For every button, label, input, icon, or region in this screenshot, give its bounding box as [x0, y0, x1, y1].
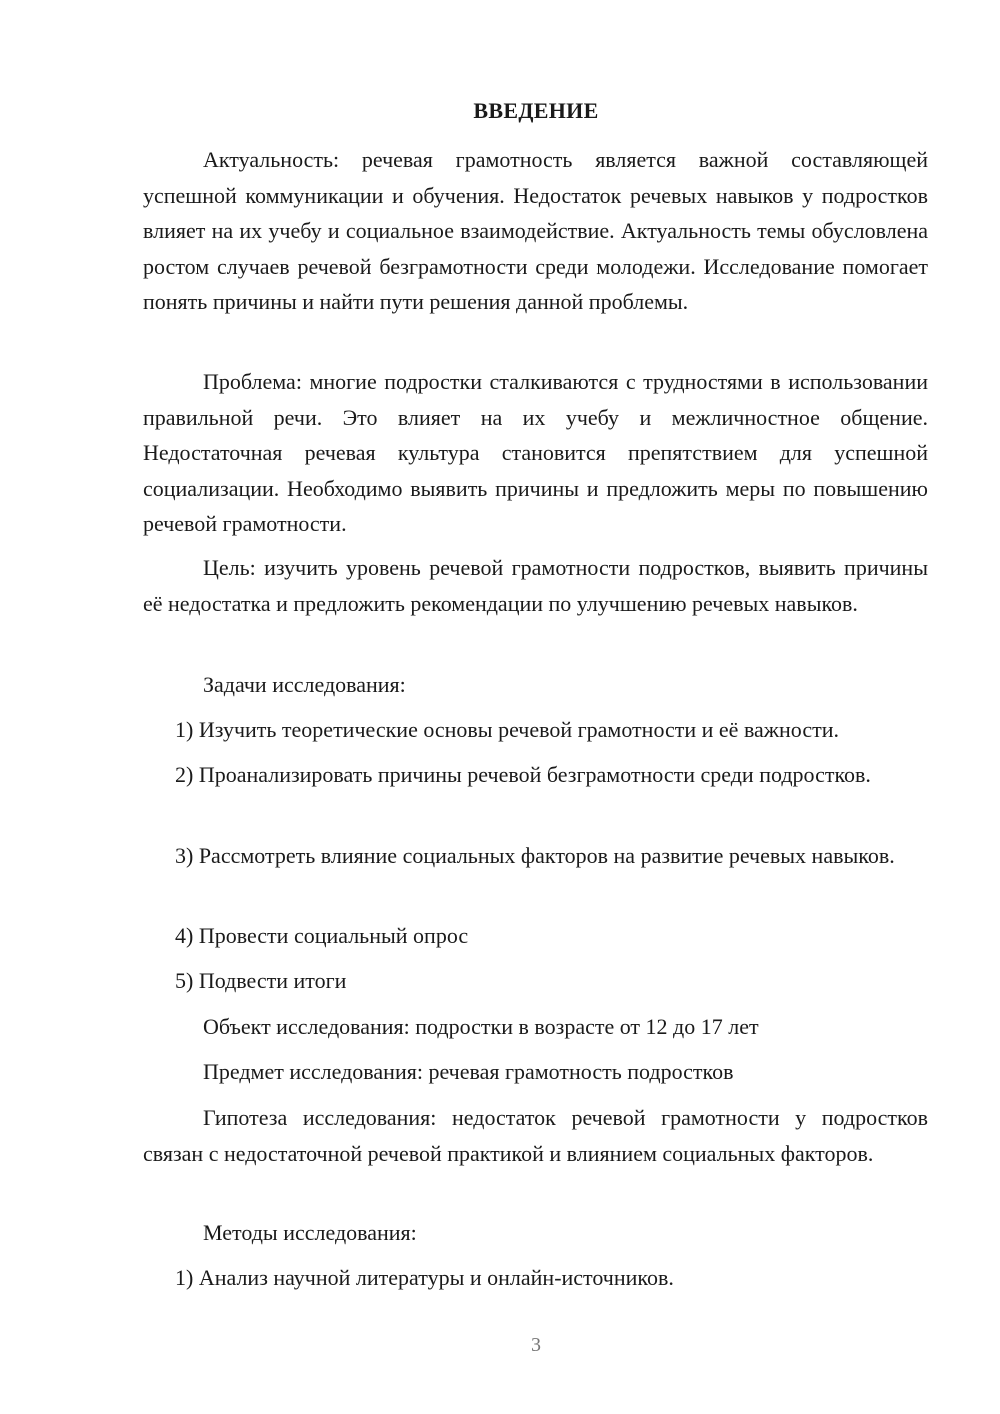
- page-number: 3: [531, 1334, 541, 1356]
- paragraph-subject: Предмет исследования: речевая грамотность подростков: [203, 1059, 734, 1084]
- tasks-heading: Задачи исследования:: [203, 672, 406, 697]
- methods-heading: Методы исследования:: [203, 1220, 417, 1245]
- method-item-1: 1) Анализ научной литературы и онлайн-источников.: [175, 1265, 674, 1290]
- task-item-3: 3) Рассмотреть влияние социальных факторов на развитие речевых навыков.: [175, 843, 895, 868]
- task-item-1: 1) Изучить теоретические основы речевой грамотности и её важности.: [175, 717, 839, 742]
- section-title: ВВЕДЕНИЕ: [473, 98, 599, 123]
- task-item-5: 5) Подвести итоги: [175, 968, 347, 993]
- paragraph-hypothesis: Гипотеза исследования: недостаток речевой грамотности у подростков связан с недостаточной речевой практикой и влиянием социальных факторов.: [143, 1105, 928, 1166]
- paragraph-relevance: Актуальность: речевая грамотность является важной составляющей успешной коммуникации и обучения. Недостаток речевых навыков у подростков влияет на их учебу и социальное взаимодействие. Актуальность темы обусловлена ростом случаев речевой безграмотности среди молодежи. Исследование помогает понять причины и найти пути решения данной проблемы.: [143, 147, 928, 314]
- paragraph-problem: Проблема: многие подростки сталкиваются с трудностями в использовании правильной речи. Это влияет на их учебу и межличностное общение. Недостаточная речевая культура становится препятствием для успешной социализации. Необходимо выявить причины и предложить меры по повышению речевой грамотности.: [143, 369, 928, 536]
- task-item-2: 2) Проанализировать причины речевой безграмотности среди подростков.: [175, 762, 871, 787]
- paragraph-object: Объект исследования: подростки в возрасте от 12 до 17 лет: [203, 1014, 759, 1039]
- task-item-4: 4) Провести социальный опрос: [175, 923, 469, 948]
- paragraph-goal: Цель: изучить уровень речевой грамотности подростков, выявить причины её недостатка и предложить рекомендации по улучшению речевых навыков.: [143, 555, 928, 616]
